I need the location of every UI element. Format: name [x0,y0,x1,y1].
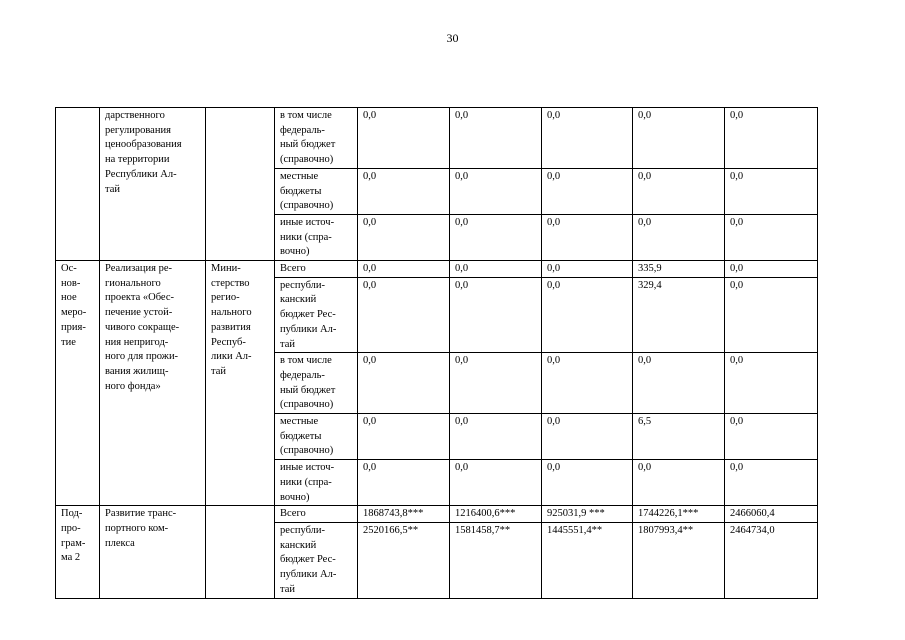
executor-cell [206,506,275,598]
value-cell: 0,0 [725,277,818,353]
funding-source-cell: иные источ- ники (спра- вочно) [275,214,358,260]
value-cell: 0,0 [725,214,818,260]
funding-source-cell: республи- канский бюджет Рес- публики Ал- тай [275,522,358,598]
value-cell: 0,0 [358,414,450,460]
value-cell: 0,0 [725,460,818,506]
funding-source-cell: Всего [275,261,358,278]
value-cell: 0,0 [633,108,725,169]
value-cell: 0,0 [633,214,725,260]
funding-source-cell: местные бюджеты (справочно) [275,414,358,460]
value-cell: 0,0 [450,460,542,506]
value-cell: 2520166,5** [358,522,450,598]
table-row [56,108,818,169]
table-row [56,506,818,523]
page-number: 30 [446,31,459,45]
value-cell: 1581458,7** [450,522,542,598]
value-cell: 0,0 [542,460,633,506]
value-cell: 1744226,1*** [633,506,725,523]
value-cell: 0,0 [633,353,725,414]
funding-source-cell: местные бюджеты (справочно) [275,168,358,214]
value-cell: 0,0 [725,168,818,214]
table-row [56,261,818,278]
value-cell: 0,0 [542,414,633,460]
program-name-cell [56,108,100,261]
value-cell: 0,0 [450,414,542,460]
value-cell: 0,0 [358,261,450,278]
funding-source-cell: республи- канский бюджет Рес- публики Ал- тай [275,277,358,353]
value-cell: 0,0 [358,277,450,353]
executor-cell [206,108,275,261]
value-cell: 0,0 [358,108,450,169]
value-cell: 0,0 [725,353,818,414]
funding-source-cell: в том числе федераль- ный бюджет (справочно) [275,353,358,414]
value-cell: 0,0 [358,168,450,214]
value-cell: 0,0 [542,168,633,214]
value-cell: 329,4 [633,277,725,353]
value-cell: 0,0 [542,277,633,353]
value-cell: 1868743,8*** [358,506,450,523]
description-cell: Реализация ре- гионального проекта «Обес- печение устой- чивого сокраще- ния непригод- ного для прожи- вания жилищ- ного фонда» [100,261,206,506]
value-cell: 925031,9 *** [542,506,633,523]
value-cell: 0,0 [358,214,450,260]
value-cell: 0,0 [450,168,542,214]
value-cell: 2466060,4 [725,506,818,523]
program-name-cell: Ос- нов- ное меро- прия- тие [56,261,100,506]
value-cell: 0,0 [725,414,818,460]
budget-table [55,107,818,599]
value-cell: 0,0 [542,261,633,278]
value-cell: 0,0 [725,261,818,278]
program-name-cell: Под- про- грам- ма 2 [56,506,100,598]
value-cell: 335,9 [633,261,725,278]
value-cell: 0,0 [450,261,542,278]
value-cell: 1216400,6*** [450,506,542,523]
funding-source-cell: в том числе федераль- ный бюджет (справочно) [275,108,358,169]
value-cell: 0,0 [633,168,725,214]
value-cell: 1445551,4** [542,522,633,598]
value-cell: 6,5 [633,414,725,460]
value-cell: 0,0 [542,108,633,169]
value-cell: 0,0 [542,353,633,414]
value-cell: 0,0 [358,460,450,506]
description-cell: Развитие транс- портного ком- плекса [100,506,206,598]
funding-source-cell: Всего [275,506,358,523]
value-cell: 2464734,0 [725,522,818,598]
value-cell: 0,0 [633,460,725,506]
value-cell: 1807993,4** [633,522,725,598]
executor-cell: Мини- стерство регио- нального развития Респуб- лики Ал- тай [206,261,275,506]
funding-source-cell: иные источ- ники (спра- вочно) [275,460,358,506]
value-cell: 0,0 [450,214,542,260]
value-cell: 0,0 [450,353,542,414]
value-cell: 0,0 [450,108,542,169]
value-cell: 0,0 [358,353,450,414]
description-cell: дарственного регулирования ценообразования на территории Республики Ал- тай [100,108,206,261]
value-cell: 0,0 [542,214,633,260]
value-cell: 0,0 [450,277,542,353]
value-cell: 0,0 [725,108,818,169]
